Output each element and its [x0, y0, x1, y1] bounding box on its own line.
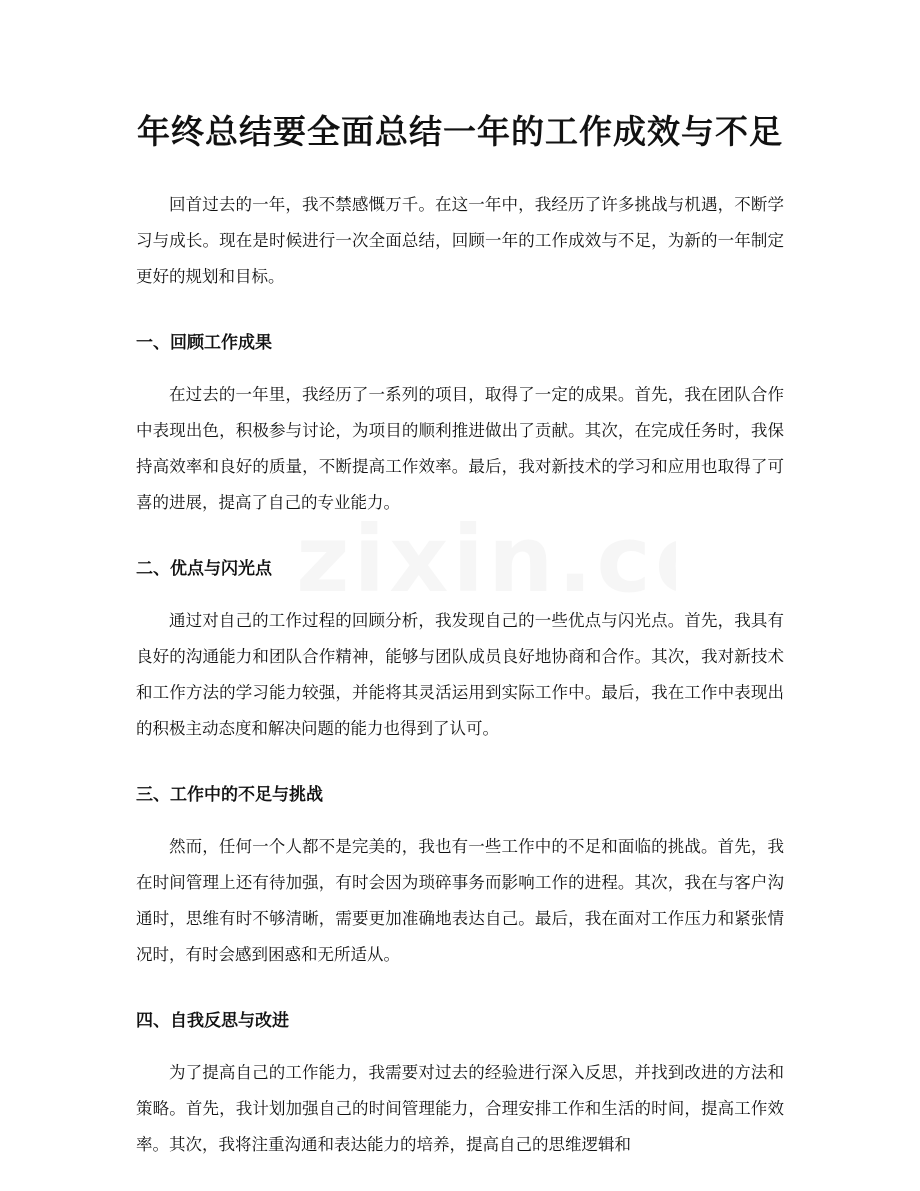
- section-body-reflection: 为了提高自己的工作能力，我需要对过去的经验进行深入反思，并找到改进的方法和策略。首先，我计划加强自己的时间管理能力，合理安排工作和生活的时间，提高工作效率。其次，我将注重沟通和表达能力的培养，提高自己的思维逻辑和: [136, 1063, 784, 1154]
- section-body-strengths: 通过对自己的工作过程的回顾分析，我发现自己的一些优点与闪光点。首先，我具有良好的沟通能力和团队合作精神，能够与团队成员良好地协商和合作。其次，我对新技术和工作方法的学习能力较强，并能将其灵活运用到实际工作中。最后，我在工作中表现出的积极主动态度和解决问题的能力也得到了认可。: [136, 611, 784, 738]
- section-body-review: 在过去的一年里，我经历了一系列的项目，取得了一定的成果。首先，我在团队合作中表现出色，积极参与讨论，为项目的顺利推进做出了贡献。其次，在完成任务时，我保持高效率和良好的质量，不断提高工作效率。最后，我对新技术的学习和应用也取得了可喜的进展，提高了自己的专业能力。: [136, 385, 784, 512]
- section-body-shortcomings: 然而，任何一个人都不是完美的，我也有一些工作中的不足和面临的挑战。首先，我在时间管理上还有待加强，有时会因为琐碎事务而影响工作的进程。其次，我在与客户沟通时，思维有时不够清晰，需要更加准确地表达自己。最后，我在面对工作压力和紧张情况时，有时会感到困惑和无所适从。: [136, 837, 784, 964]
- section-heading-reflection: 四、自我反思与改进: [136, 1011, 289, 1031]
- document-title: 年终总结要全面总结一年的工作成效与不足: [137, 112, 783, 151]
- intro-paragraph: 回首过去的一年，我不禁感慨万千。在这一年中，我经历了许多挑战与机遇，不断学习与成长。现在是时候进行一次全面总结，回顾一年的工作成效与不足，为新的一年制定更好的规划和目标。: [136, 195, 784, 286]
- section-heading-review: 一、回顾工作成果: [136, 333, 272, 353]
- section-heading-strengths: 二、优点与闪光点: [136, 559, 272, 579]
- section-heading-shortcomings: 三、工作中的不足与挑战: [136, 785, 323, 805]
